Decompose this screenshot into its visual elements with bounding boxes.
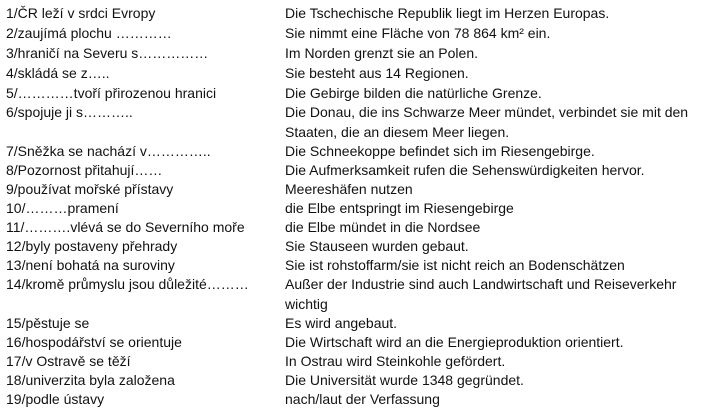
german-translation: Meereshäfen nutzen — [285, 181, 413, 197]
german-translation: Die Donau, die ins Schwarze Meer mündet, verbindet sie mit den Staaten, die an diesem Meer liegen. — [285, 104, 689, 140]
czech-phrase: 1/ČR leží v srdci Evropy — [6, 5, 156, 21]
german-translation: Sie ist rohstoffarm/sie ist nicht reich an Bodenschätzen — [285, 257, 625, 273]
german-translation: In Ostrau wird Steinkohle gefördert. — [285, 353, 506, 369]
german-translation: Die Universität wurde 1348 gegründet. — [285, 372, 524, 388]
czech-phrase: 6/spojuje ji s……….. — [6, 104, 133, 120]
german-translation: Die Aufmerksamkeit rufen die Sehenswürdigkeiten hervor. — [285, 162, 645, 178]
czech-phrase: 7/Sněžka se nachází v………….. — [6, 143, 211, 159]
german-translation: Im Norden grenzt sie an Polen. — [285, 45, 478, 61]
czech-phrase: 13/není bohatá na suroviny — [6, 257, 175, 273]
german-translation: Es wird angebaut. — [285, 315, 398, 331]
german-translation: die Elbe entspringt im Riesengebirge — [285, 200, 514, 216]
german-translation: Außer der Industrie sind auch Landwirtschaft und Reiseverkehr wichtig — [285, 276, 677, 312]
czech-phrase: 8/Pozornost přitahují…… — [6, 162, 163, 178]
czech-phrase: 12/byly postaveny přehrady — [6, 238, 178, 254]
czech-phrase: 19/podle ústavy — [6, 391, 105, 407]
german-translation: Die Gebirge bilden die natürliche Grenze. — [285, 85, 542, 101]
czech-phrase: 10/………pramení — [6, 200, 119, 216]
german-translation: Sie besteht aus 14 Regionen. — [285, 65, 469, 81]
czech-phrase: 2/zaujímá plochu ………… — [6, 25, 172, 41]
czech-phrase: 9/používat mořské přístavy — [6, 181, 174, 197]
german-translation: die Elbe mündet in die Nordsee — [285, 219, 481, 235]
german-translation: Die Wirtschaft wird an die Energieproduktion orientiert. — [285, 334, 624, 350]
czech-phrase: 4/skládá se z….. — [6, 65, 110, 81]
czech-phrase: 17/v Ostravě se těží — [6, 353, 131, 369]
german-translation: Sie Stauseen wurden gebaut. — [285, 238, 469, 254]
german-translation: nach/laut der Verfassung — [285, 391, 440, 407]
german-translation: Die Tschechische Republik liegt im Herzen Europas. — [285, 5, 610, 21]
czech-phrase: 11/……….vlévá se do Severního moře — [6, 219, 245, 235]
czech-phrase: 5/…………tvoří přirozenou hranici — [6, 85, 217, 101]
czech-phrase: 18/univerzita byla založena — [6, 372, 175, 388]
german-translation: Die Schneekoppe befindet sich im Riesengebirge. — [285, 143, 595, 159]
czech-phrase: 14/kromě průmyslu jsou důležité……… — [6, 276, 249, 292]
czech-phrase: 15/pěstuje se — [6, 315, 90, 331]
german-translation: Sie nimmt eine Fläche von 78 864 km² ein. — [285, 25, 551, 41]
czech-phrase: 3/hraničí na Severu s…………… — [6, 45, 209, 61]
czech-phrase: 16/hospodářství se orientuje — [6, 334, 182, 350]
